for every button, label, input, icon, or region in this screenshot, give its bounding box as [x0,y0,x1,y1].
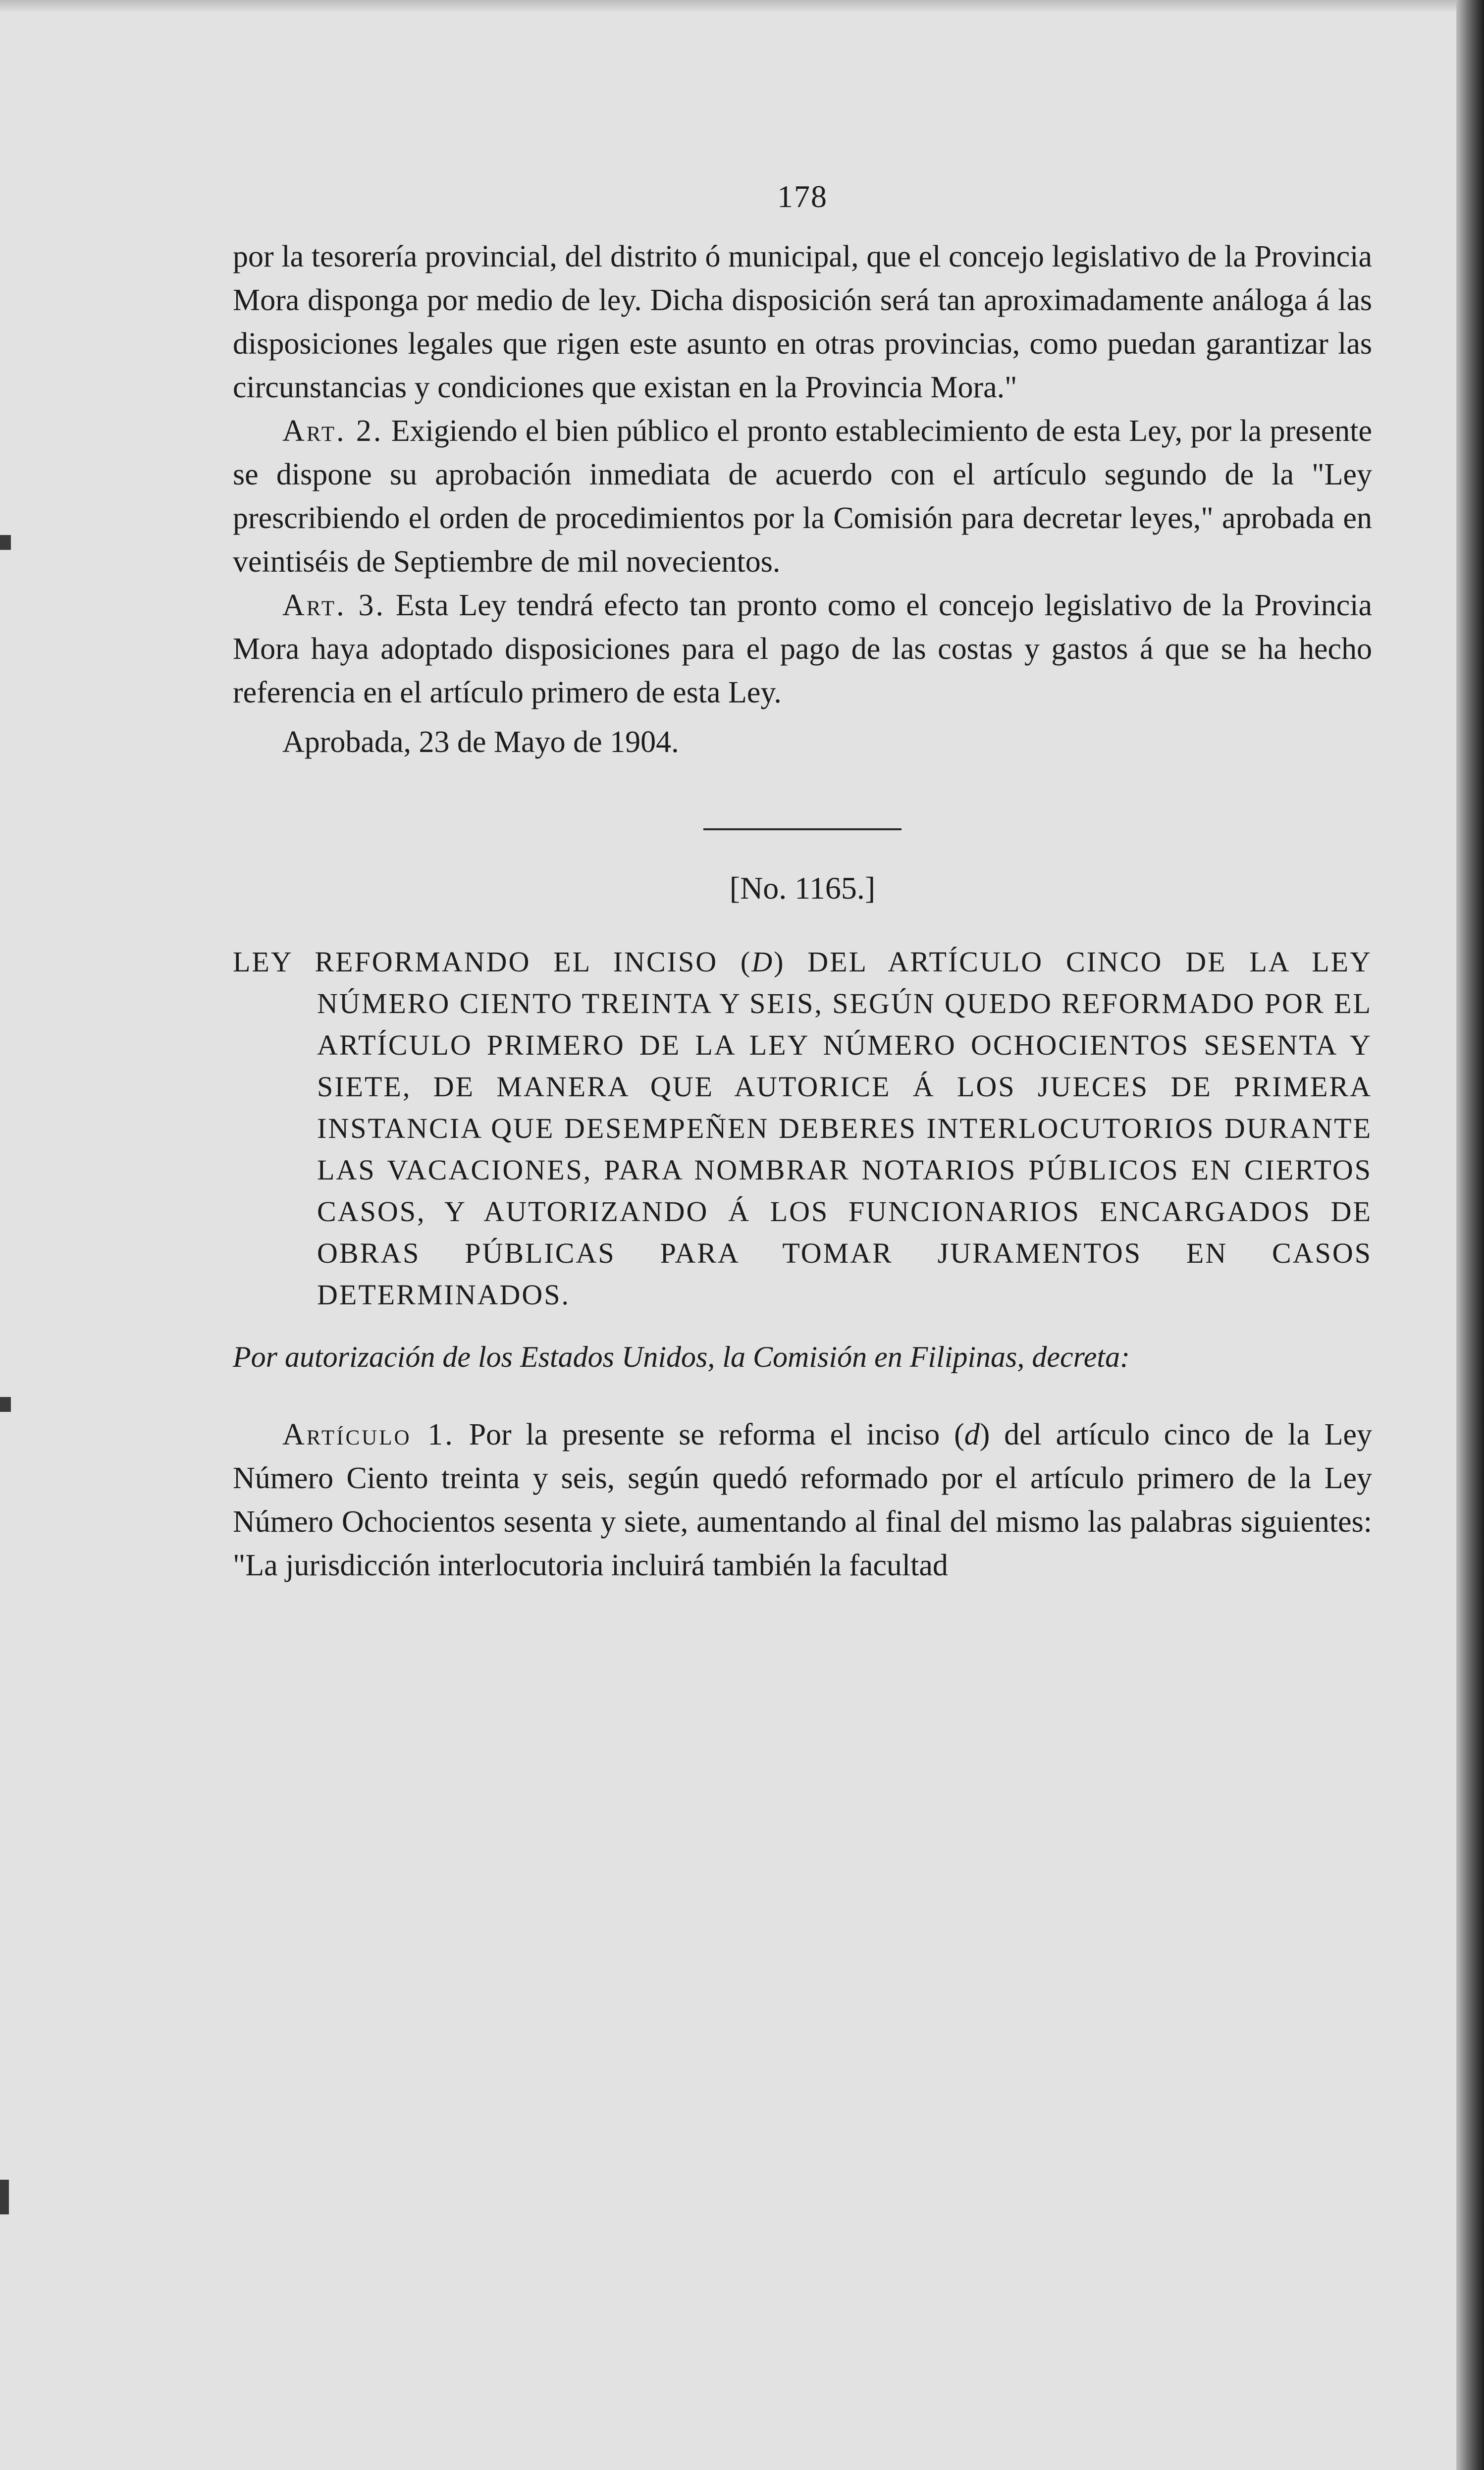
law-title-part: ) DEL ARTÍCULO CINCO DE LA LEY NÚMERO CIENTO TREINTA Y SEIS, SEGÚN QUEDO REFORMADO POR EL ARTÍCULO PRIMERO DE LA LEY NÚMERO OCHOCIENTOS SESENTA Y SIETE, DE MANERA QUE AUTORICE Á LOS JUECES DE PRIMERA INSTANCIA QUE DESEMPEÑEN DEBERES INTERLOCUTORIOS DURANTE LAS VACACIONES, PARA NOMBRAR NOTARIOS PÚBLICOS EN CIERTOS CASOS, Y AUTORIZANDO Á LOS FUNCIONARIOS ENCARGADOS DE OBRAS PÚBLICAS PARA TOMAR JURAMENTOS EN CASOS DETERMINADOS. [317,946,1372,1311]
paragraph-text: por la tesorería provincial, del distrito ó municipal, que el concejo legislativo de la Provincia Mora disponga por medio de ley. Dicha disposición será tan aproximadamente análoga á las disposiciones legales que rigen este asunto en otras provincias, como puedan garantizar las circunstancias y condiciones que existan en la Provincia Mora." [233,240,1372,404]
article-label: Artículo 1. [282,1418,455,1451]
page-content [233,178,1372,1587]
article-text: ) del artículo cinco de la Ley Número Ciento treinta y seis, según quedó reformado por el artículo primero de la Ley Número Ochocientos sesenta y siete, aumentando al final del mismo las palabras siguientes: "La jurisdicción interlocutoria incluirá también la facultad [233,1418,1373,1582]
margin-mark [0,1397,11,1412]
margin-mark [0,535,11,550]
section-divider [703,828,901,830]
article-text: Por la presente se reforma el inciso ( [469,1418,964,1451]
continuation-paragraph [233,235,1372,409]
article-label: Art. 3. [282,589,385,622]
law-title-part: LEY REFORMANDO EL INCISO ( [233,946,752,978]
article-text: Esta Ley tendrá efecto tan pronto como el concejo legislativo de la Provincia Mora haya adoptado disposiciones para el pago de las costas y gastos á que se ha hecho referencia en el artículo primero de esta Ley. [233,589,1373,709]
approval-date: Aprobada, 23 de Mayo de 1904. [282,725,679,759]
enacting-clause: Por autorización de los Estados Unidos, la Comisión en Filipinas, decreta: [233,1341,1130,1373]
page-number: 178 [777,179,828,214]
top-shadow [0,0,1484,13]
law-title [233,941,1372,1316]
article-2-paragraph [233,409,1372,584]
margin-mark [0,2180,9,2214]
law-title-letter: D [751,946,774,978]
page-edge-shadow [1456,0,1484,2470]
article-letter: d [964,1418,980,1451]
law-number: [No. 1165.] [729,870,876,906]
article-3-paragraph [233,584,1372,714]
article-1-paragraph [233,1413,1372,1587]
article-label: Art. 2. [282,414,383,448]
article-text: Exigiendo el bien público el pronto establecimiento de esta Ley, por la presente se dispone su aprobación inmediata de acuerdo con el artículo segundo de la "Ley prescribiendo el orden de procedimientos por la Comisión para decretar leyes," aprobada en veintiséis de Septiembre de mil novecientos. [233,414,1372,579]
